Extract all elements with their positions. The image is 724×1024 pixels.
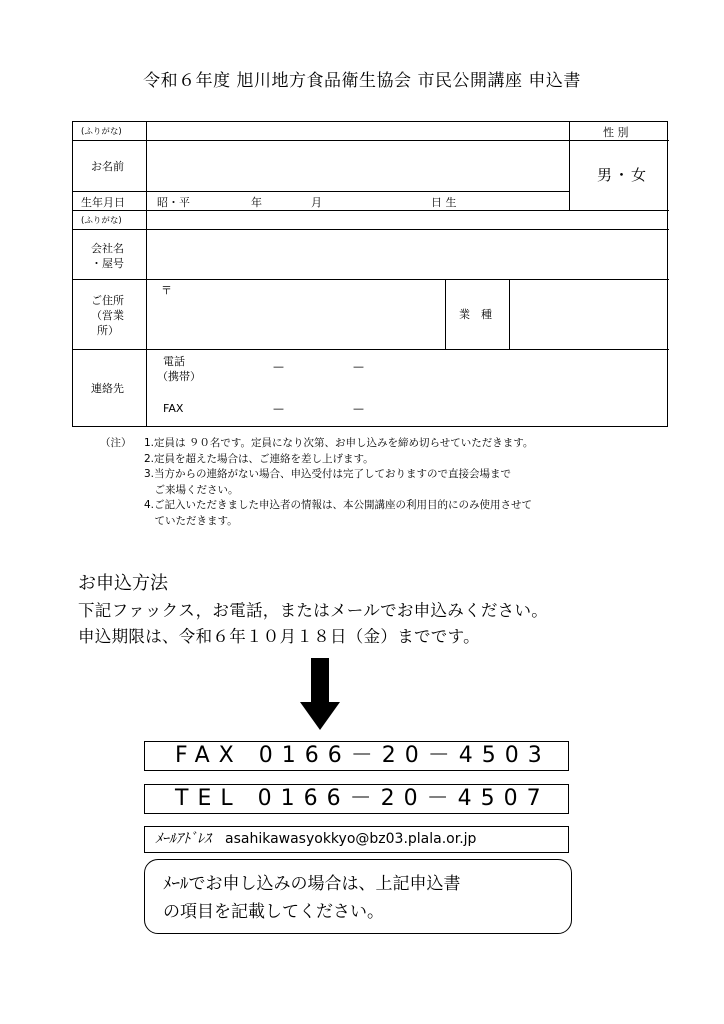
fax-label: FAX: [163, 402, 184, 415]
email-address-link[interactable]: asahikawasyokkyo@bz03.plala.or.jp: [225, 831, 477, 847]
contact-label: 連絡先: [91, 382, 124, 395]
fax-field[interactable]: [203, 394, 503, 424]
application-form: [72, 121, 668, 427]
fax-dash: —: [353, 402, 364, 415]
industry-field[interactable]: [510, 280, 668, 348]
company-label-sub: ・屋号: [91, 257, 124, 270]
note-item: ご来場ください。: [144, 483, 239, 496]
method-deadline: 申込期限は、令和６年１０月１８日（金）までです。: [78, 627, 480, 646]
postal-mark: 〒: [161, 284, 172, 297]
note-item: 3.当方からの連絡がない場合、申込受付は完了しておりますので直接会場まで: [144, 468, 512, 480]
company-field[interactable]: [147, 230, 668, 278]
gender-options[interactable]: 男・女: [597, 166, 649, 184]
phone-label-sub: （携帯）: [157, 370, 201, 383]
phone-dash: —: [353, 360, 364, 373]
furigana-label: (ふりがな): [81, 127, 122, 137]
name-label: お名前: [91, 160, 124, 173]
email-label: ﾒｰﾙｱﾄﾞﾚｽ: [155, 831, 211, 847]
address-label-sub: （営業: [91, 309, 124, 322]
method-title: お申込方法: [78, 573, 168, 594]
notes: [100, 436, 533, 529]
email-instruction-box: [144, 859, 572, 934]
method-instructions: 下記ファックス，お電話，またはメールでお申込みください。: [78, 601, 549, 620]
tel-number-box: TEL 0166－20－4507: [144, 784, 569, 814]
fax-number-box: FAX 0166－20－4503: [144, 741, 569, 771]
company-label: 会社名: [91, 242, 124, 255]
era-options[interactable]: 昭・平: [157, 196, 190, 209]
form-title: 令和６年度 旭川地方食品衛生協会 市民公開講座 申込書: [143, 71, 581, 91]
fax-dash: —: [273, 402, 284, 415]
address-field[interactable]: [147, 280, 444, 348]
birthdate-label: 生年月日: [81, 196, 125, 209]
note-item: 4.ご記入いただきました申込者の情報は、本公開講座の利用目的にのみ使用させて: [144, 499, 533, 511]
email-box: [144, 826, 569, 853]
industry-label: 業 種: [459, 308, 492, 321]
gender-label: 性 別: [603, 126, 629, 139]
phone-label: 電話: [163, 355, 185, 368]
phone-field[interactable]: [203, 352, 503, 382]
address-label: ご住所: [91, 294, 124, 307]
name-field[interactable]: [147, 141, 568, 190]
year-label: 年: [251, 196, 262, 209]
email-instruction-line: の項目を記載してください。: [163, 902, 384, 922]
note-item: 1.定員は ９０名です。定員になり次第、お申し込みを締め切らせていただきます。: [144, 437, 534, 449]
note-item: 2.定員を超えた場合は、ご連絡を差し上げます。: [144, 452, 374, 465]
email-instruction-line: ﾒｰﾙでお申し込みの場合は、上記申込書: [163, 874, 461, 894]
month-label: 月: [311, 196, 322, 209]
day-label: 日 生: [431, 196, 457, 209]
address-label-sub2: 所）: [97, 324, 119, 337]
furigana-label: (ふりがな): [81, 216, 122, 226]
note-item: ていただきます。: [144, 514, 238, 527]
phone-dash: —: [273, 360, 284, 373]
down-arrow-icon: [300, 658, 340, 736]
notes-label: （注）: [100, 437, 132, 449]
